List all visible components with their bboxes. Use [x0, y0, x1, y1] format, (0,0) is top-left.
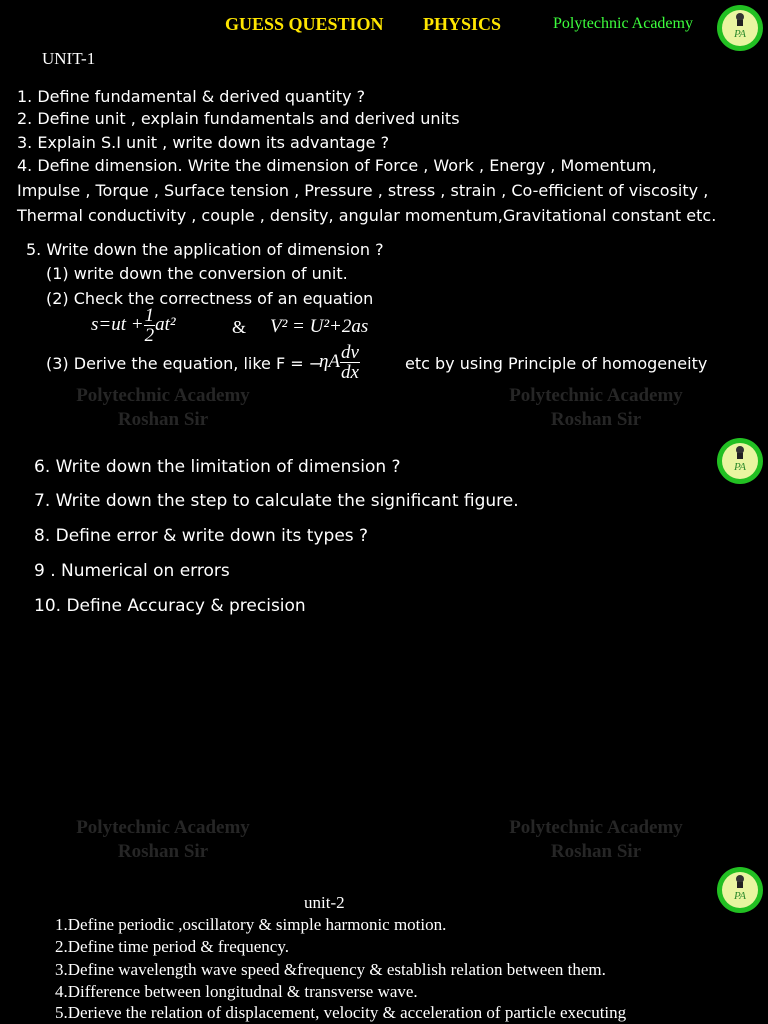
- eq3-numerator: dv: [341, 342, 359, 363]
- unit1-question-3: 3. Explain S.I unit , write down its advantage ?: [17, 133, 390, 152]
- academy-logo-icon: [716, 4, 764, 52]
- watermark-line2: Roshan Sir: [117, 841, 209, 862]
- watermark-line1: Polytechnic Academy: [76, 385, 250, 406]
- logo-text: PA: [733, 461, 747, 473]
- watermark-line2: Roshan Sir: [117, 409, 209, 430]
- unit1-question-5-1: (1) write down the conversion of unit.: [46, 264, 348, 283]
- header-subject: PHYSICS: [423, 14, 502, 34]
- watermark-line1: Polytechnic Academy: [509, 817, 683, 838]
- unit1-question-7: 7. Write down the step to calculate the significant figure.: [34, 491, 519, 511]
- unit1-question-6: 6. Write down the limitation of dimension ?: [34, 457, 401, 477]
- unit2-question-1: 1.Define periodic ,oscillatory & simple harmonic motion.: [55, 915, 447, 934]
- unit1-question-5-3-suffix: etc by using Principle of homogeneity: [405, 354, 708, 373]
- eq1-fraction: [144, 306, 156, 345]
- eq3-eta: ηA: [319, 350, 341, 372]
- logo-text: PA: [733, 890, 747, 902]
- unit1-question-5: 5. Write down the application of dimension ?: [26, 240, 384, 259]
- logo-text: PA: [733, 28, 747, 40]
- unit1-question-2: 2. Define unit , explain fundamentals and derived units: [17, 109, 460, 128]
- watermark: [33, 816, 293, 864]
- watermark-line2: Roshan Sir: [550, 409, 642, 430]
- eq3-denominator: dx: [341, 362, 359, 383]
- unit1-question-8: 8. Define error & write down its types ?: [34, 526, 369, 546]
- unit1-question-5-3-prefix: (3) Derive the equation, like F = −: [46, 354, 323, 373]
- eq3-fraction: [340, 343, 360, 382]
- equation-kinematics-1: [91, 306, 176, 345]
- watermark: [466, 816, 726, 864]
- unit1-question-4-line3: Thermal conductivity , couple , density, angular momentum,Gravitational constant etc.: [17, 206, 717, 225]
- unit1-question-1: 1. Define fundamental & derived quantity ?: [17, 87, 366, 106]
- equation-ampersand: &: [232, 317, 247, 337]
- unit1-question-4-line2: Impulse , Torque , Surface tension , Pressure , stress , strain , Co-efficient of viscosity ,: [17, 181, 709, 200]
- unit1-question-10: 10. Define Accuracy & precision: [34, 596, 306, 616]
- equation-kinematics-2: V² = U²+2as: [270, 316, 369, 337]
- equation-viscosity: [319, 343, 360, 382]
- eq1-denominator: 2: [144, 325, 155, 346]
- unit1-title: UNIT-1: [42, 49, 96, 68]
- header-brand: Polytechnic Academy: [553, 15, 693, 32]
- unit2-question-5: 5.Derieve the relation of displacement, velocity & acceleration of particle executing: [55, 1003, 627, 1022]
- unit2-title: unit-2: [304, 893, 345, 912]
- watermark: [33, 384, 293, 432]
- eq1-numerator: 1: [144, 305, 155, 326]
- unit1-question-4-line1: 4. Define dimension. Write the dimension of Force , Work , Energy , Momentum,: [17, 156, 657, 175]
- unit2-question-2: 2.Define time period & frequency.: [55, 937, 289, 956]
- watermark-line1: Polytechnic Academy: [509, 385, 683, 406]
- watermark-line2: Roshan Sir: [550, 841, 642, 862]
- unit2-question-4: 4.Difference between longitudnal & transverse wave.: [55, 982, 418, 1001]
- unit1-question-5-2: (2) Check the correctness of an equation: [46, 289, 374, 308]
- eq1-lhs: s=ut +: [91, 313, 144, 335]
- academy-logo-icon: [716, 437, 764, 485]
- academy-logo-icon: [716, 866, 764, 914]
- watermark: [466, 384, 726, 432]
- watermark-line1: Polytechnic Academy: [76, 817, 250, 838]
- unit1-question-9: 9 . Numerical on errors: [34, 561, 230, 581]
- unit2-question-3: 3.Define wavelength wave speed &frequency & establish relation between them.: [55, 960, 606, 979]
- eq1-rhs: at²: [155, 313, 176, 335]
- header-title: GUESS QUESTION: [225, 14, 384, 34]
